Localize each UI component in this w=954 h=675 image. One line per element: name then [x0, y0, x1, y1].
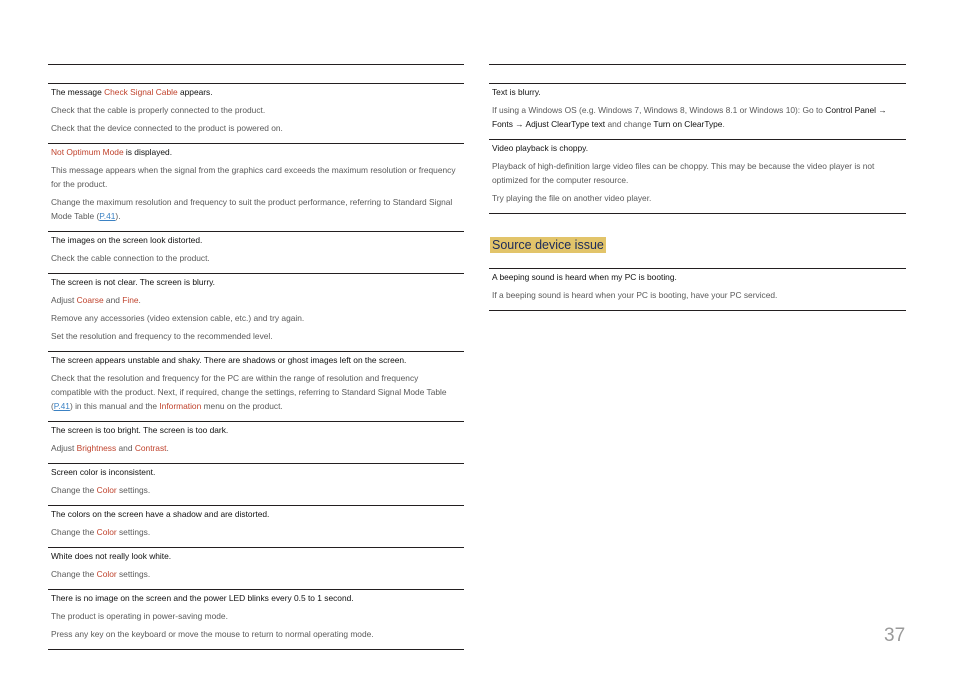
question: The images on the screen look distorted.	[51, 235, 203, 245]
question: The screen is too bright. The screen is too dark.	[51, 425, 229, 435]
page-number: 37	[884, 625, 906, 646]
term-color: Color	[96, 569, 117, 579]
term-turn-on-cleartype: Turn on ClearType	[653, 119, 723, 129]
entry-unstable-screen	[48, 351, 464, 421]
question: A beeping sound is heard when my PC is booting.	[492, 272, 677, 282]
question: There is no image on the screen and the power LED blinks every 0.5 to 1 second.	[51, 593, 354, 603]
entry-color-inconsistent	[48, 463, 464, 505]
entry-video-choppy	[489, 139, 906, 214]
page-link-p41[interactable]: P.41	[53, 401, 70, 411]
question: The screen appears unstable and shaky. There are shadows or ghost images left on the screen.	[51, 355, 407, 365]
answer: Adjust Brightness and Contrast.	[51, 443, 169, 453]
entry-not-optimum-mode	[48, 143, 464, 231]
term-color: Color	[96, 527, 117, 537]
term-color: Color	[96, 485, 117, 495]
section-heading-source-device: Source device issue	[492, 238, 604, 252]
answer: Change the Color settings.	[51, 527, 151, 537]
entry-power-led-blinks	[48, 589, 464, 650]
term-contrast: Contrast	[134, 443, 167, 453]
question: Not Optimum Mode is displayed.	[51, 147, 173, 157]
question: The message Check Signal Cable appears.	[51, 87, 213, 97]
term-coarse: Coarse	[76, 295, 104, 305]
page-link-p41[interactable]: P.41	[99, 211, 116, 221]
entry-white-not-white	[48, 547, 464, 589]
entry-screen-blurry	[48, 273, 464, 351]
answer: Remove any accessories (video extension cable, etc.) and try again.	[51, 313, 305, 323]
entry-beeping-sound	[489, 268, 906, 311]
entry-check-signal-cable	[48, 83, 464, 143]
answer: Playback of high-definition large video files can be choppy. This may be because the video player is not optimized for the computer resource.	[492, 161, 875, 185]
left-column	[48, 64, 464, 650]
answer: Check that the resolution and frequency for the PC are within the range of resolution and frequency compatible with the product. Next, if required, change the settings, referring to Standard Signal Mode Table (P.41) in this manual and the Information menu on the product.	[51, 373, 447, 411]
answer: Change the Color settings.	[51, 485, 151, 495]
question: The screen is not clear. The screen is blurry.	[51, 277, 216, 287]
answer: This message appears when the signal from the graphics card exceeds the maximum resolution or frequency for the product.	[51, 165, 456, 189]
term-control-panel: Control Panel	[825, 105, 877, 115]
answer: Adjust Coarse and Fine.	[51, 295, 141, 305]
term-check-signal-cable: Check Signal Cable	[104, 87, 178, 97]
question: Text is blurry.	[492, 87, 541, 97]
answer: Change the Color settings.	[51, 569, 151, 579]
answer: Try playing the file on another video player.	[492, 193, 652, 203]
right-column	[489, 64, 906, 311]
term-brightness: Brightness	[76, 443, 117, 453]
question: The colors on the screen have a shadow and are distorted.	[51, 509, 270, 519]
question: Screen color is inconsistent.	[51, 467, 156, 477]
answer: Change the maximum resolution and frequency to suit the product performance, referring to Standard Signal Mode Table (P.41).	[51, 197, 453, 221]
answer: Set the resolution and frequency to the recommended level.	[51, 331, 273, 341]
term-not-optimum-mode: Not Optimum Mode	[51, 147, 124, 157]
answer: If a beeping sound is heard when your PC is booting, have your PC serviced.	[492, 290, 778, 300]
answer: Check that the cable is properly connected to the product.	[51, 105, 266, 115]
entry-distorted-images	[48, 231, 464, 273]
entry-color-shadow	[48, 505, 464, 547]
answer: If using a Windows OS (e.g. Windows 7, Windows 8, Windows 8.1 or Windows 10): Go to Control Panel → Fonts → Adjust ClearType text and change Turn on ClearType.	[492, 105, 887, 129]
entry-text-blurry	[489, 83, 906, 139]
answer: Press any key on the keyboard or move the mouse to return to normal operating mode.	[51, 629, 374, 639]
term-adjust-cleartype: Adjust ClearType text	[525, 119, 606, 129]
answer: Check the cable connection to the product.	[51, 253, 210, 263]
term-information: Information	[159, 401, 202, 411]
term-fonts: Fonts	[492, 119, 513, 129]
term-fine: Fine	[122, 295, 139, 305]
answer: Check that the device connected to the product is powered on.	[51, 123, 283, 133]
answer: The product is operating in power-saving mode.	[51, 611, 228, 621]
question: Video playback is choppy.	[492, 143, 589, 153]
entry-brightness	[48, 421, 464, 463]
question: White does not really look white.	[51, 551, 172, 561]
